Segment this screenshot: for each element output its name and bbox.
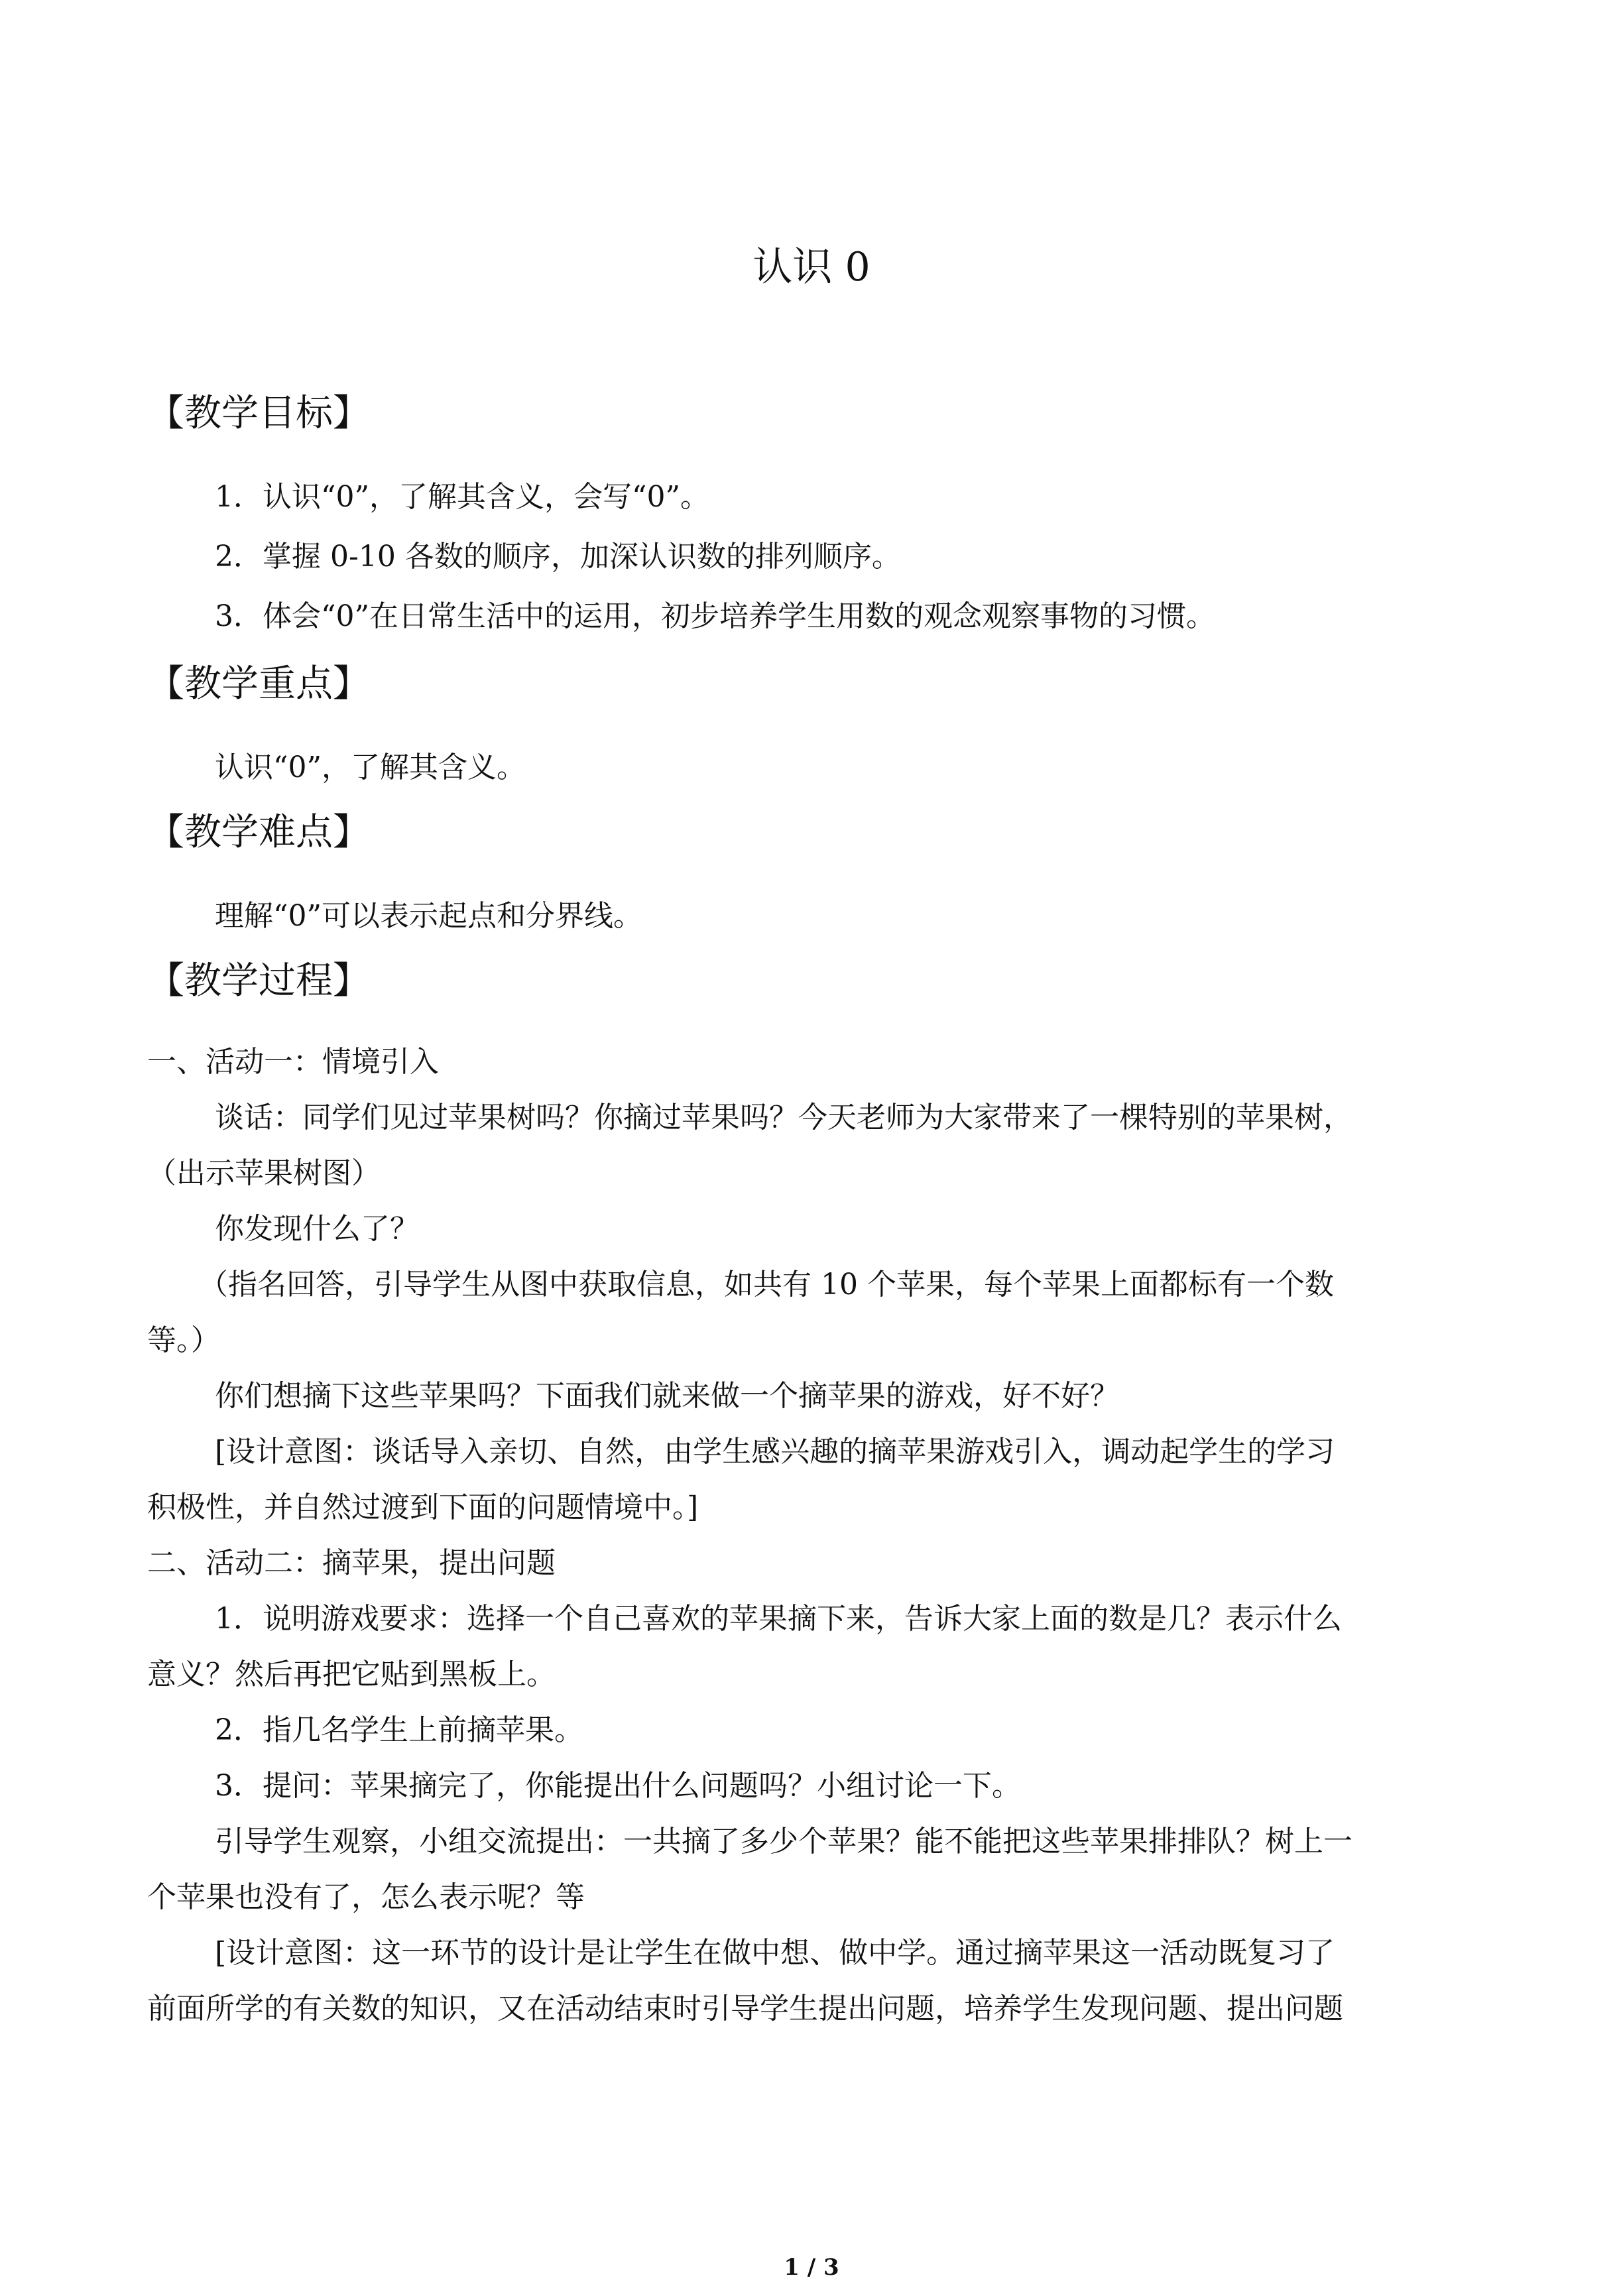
difficulties-text: 理解“0”可以表示起点和分界线。 [215, 899, 642, 933]
key-points-text: 认识“0”，了解其含义。 [215, 751, 526, 784]
activity2-line-3: 2．指几名学生上前摘苹果。 [215, 1713, 583, 1747]
activity2-line-5: 引导学生观察，小组交流提出：一共摘了多少个苹果？能不能把这些苹果排排队？树上一 [215, 1825, 1352, 1858]
activity2-line-2: 意义？然后再把它贴到黑板上。 [147, 1658, 556, 1691]
activity1-line-3: 你发现什么了？ [215, 1212, 419, 1246]
page-title: 认识 0 [752, 244, 871, 291]
activity1-line-1: 谈话：同学们见过苹果树吗？你摘过苹果吗？今天老师为大家带来了一棵特别的苹果树， [215, 1101, 1352, 1134]
activity2-title: 二、活动二：摘苹果，提出问题 [147, 1546, 556, 1580]
goal-item-1: 1．认识“0”，了解其含义，会写“0”。 [215, 480, 709, 514]
goal-item-2: 2．掌握 0-10 各数的顺序，加深认识数的排列顺序。 [215, 540, 901, 574]
heading-difficulties: 【教学难点】 [147, 811, 370, 854]
activity2-line-8: 前面所学的有关数的知识，又在活动结束时引导学生提出问题，培养学生发现问题、提出问题 [147, 1992, 1343, 2025]
page-number: 1 / 3 [784, 2254, 839, 2281]
activity2-line-7: [设计意图：这一环节的设计是让学生在做中想、做中学。通过摘苹果这一活动既复习了 [215, 1936, 1335, 1970]
activity2-line-1: 1．说明游戏要求：选择一个自己喜欢的苹果摘下来，告诉大家上面的数是几？表示什么 [215, 1602, 1342, 1636]
activity2-line-4: 3．提问：苹果摘完了，你能提出什么问题吗？小组讨论一下。 [215, 1769, 1021, 1803]
heading-key-points: 【教学重点】 [147, 662, 370, 705]
activity1-line-5: 等。） [147, 1323, 220, 1357]
activity1-line-2: （出示苹果树图） [147, 1156, 381, 1190]
heading-teaching-goals: 【教学目标】 [147, 392, 370, 435]
activity2-line-6: 个苹果也没有了，怎么表示呢？等 [147, 1880, 585, 1914]
activity1-line-4: （指名回答，引导学生从图中获取信息，如共有 10 个苹果，每个苹果上面都标有一个数 [199, 1268, 1334, 1301]
goal-item-3: 3．体会“0”在日常生活中的运用，初步培养学生用数的观念观察事物的习惯。 [215, 599, 1215, 633]
activity1-title: 一、活动一：情境引入 [147, 1045, 439, 1079]
heading-teaching-process: 【教学过程】 [147, 959, 370, 1002]
activity1-line-6: 你们想摘下这些苹果吗？下面我们就来做一个摘苹果的游戏，好不好？ [215, 1379, 1119, 1413]
activity1-line-7: [设计意图：谈话导入亲切、自然，由学生感兴趣的摘苹果游戏引入，调动起学生的学习 [215, 1435, 1335, 1469]
activity1-line-8: 积极性，并自然过渡到下面的问题情境中。] [147, 1490, 699, 1524]
